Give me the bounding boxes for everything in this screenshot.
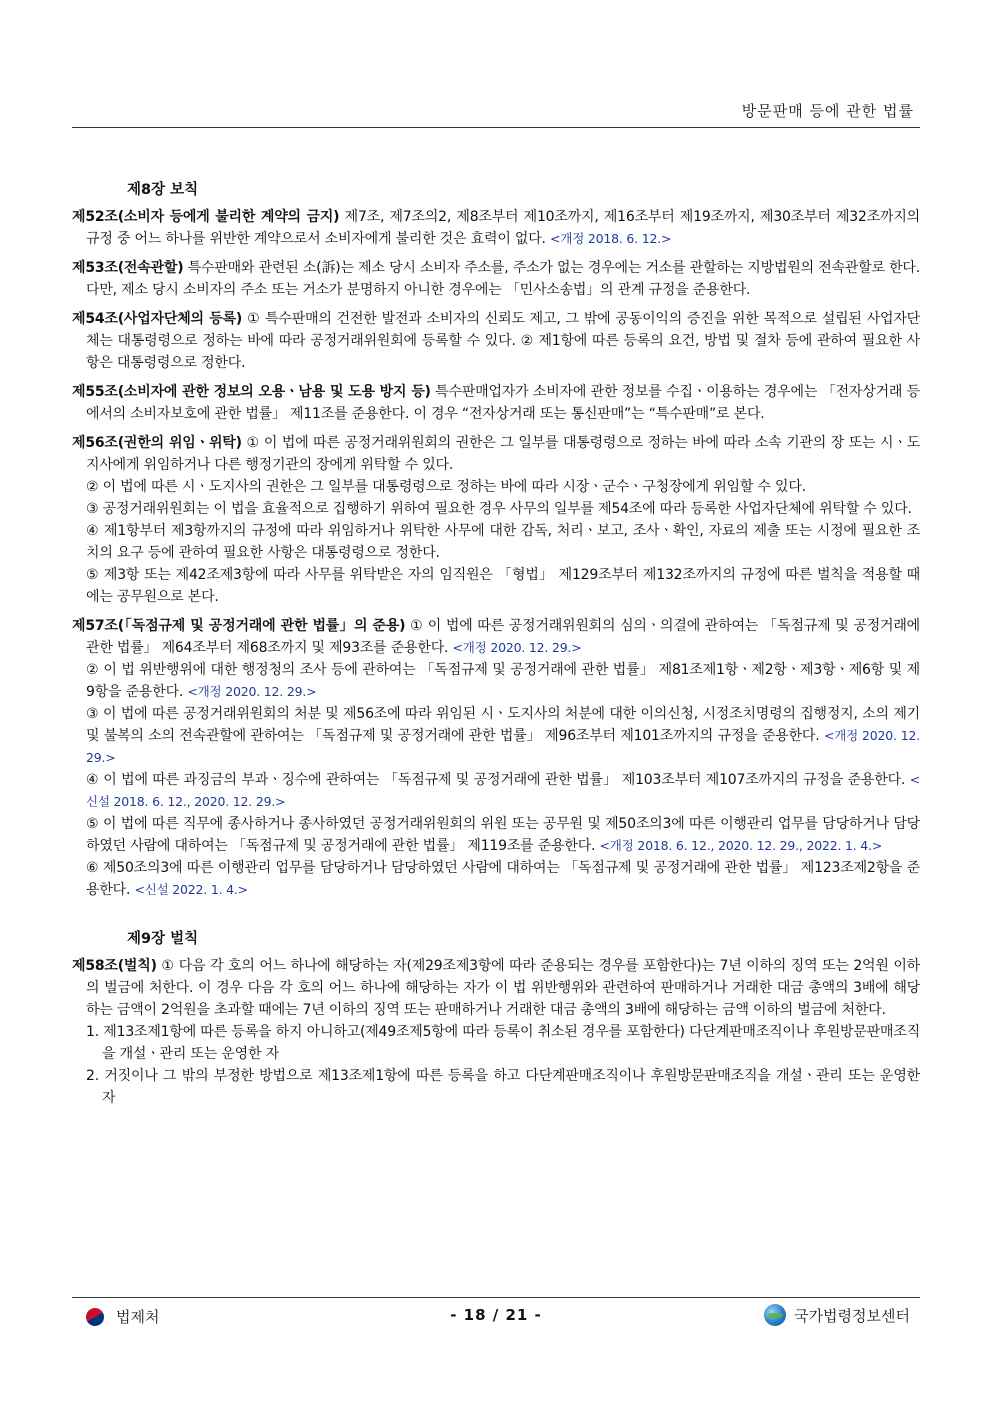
article-57-paragraph-4 <box>86 769 920 813</box>
page-number: - 18 / 21 - <box>450 1306 542 1324</box>
article-55 <box>72 381 920 425</box>
article-55-text: 특수판매업자가 소비자에 관한 정보를 수집ㆍ이용하는 경우에는 「전자상거래 등에서의 소비자보호에 관한 법률」 제11조를 준용한다. 이 경우 “전자상거래 또는 통신판매”는 “특수판매”로 본다. <box>86 384 920 422</box>
article-52-revision: <개정 2018. 6. 12.> <box>550 231 672 246</box>
footer-source <box>764 1304 910 1326</box>
article-56-paragraph-4: ④ 제1항부터 제3항까지의 규정에 따라 위임하거나 위탁한 사무에 대한 감독, 처리ㆍ보고, 조사ㆍ확인, 자료의 제출 또는 시정에 필요한 조치의 요구 등에 관하여 필요한 사항은 대통령령으로 정한다. <box>86 523 920 561</box>
article-58-title: 제58조(벌칙) <box>72 958 157 974</box>
article-57-revision-2: <개정 2020. 12. 29.> <box>187 684 317 699</box>
article-57-paragraph-3 <box>86 703 920 769</box>
article-58-item-1: 1. 제13조제1항에 따른 등록을 하지 아니하고(제49조제5항에 따라 등록이 취소된 경우를 포함한다) 다단계판매조직이나 후원방문판매조직을 개설ㆍ관리 또는 운영한 자 <box>86 1024 920 1062</box>
article-57-paragraph-3-text: ③ 이 법에 따른 공정거래위원회의 처분 및 제56조에 따라 위임된 시ㆍ도지사의 처분에 대한 이의신청, 시정조치명령의 집행정지, 소의 제기 및 불복의 소의 전속관할에 관하여는 「독점규제 및 공정거래에 관한 법률」 제96조부터 제101조까지의 규정을 준용한다. <box>86 706 920 744</box>
article-57-paragraph-2 <box>86 659 920 703</box>
article-57-paragraph-2-text: ② 이 법 위반행위에 대한 행정청의 조사 등에 관하여는 「독점규제 및 공정거래에 관한 법률」 제81조제1항ㆍ제2항ㆍ제3항ㆍ제6항 및 제9항을 준용한다. <box>86 662 920 700</box>
article-56-text: ① 이 법에 따른 공정거래위원회의 권한은 그 일부를 대통령령으로 정하는 바에 따라 소속 기관의 장 또는 시ㆍ도지사에게 위임하거나 다른 행정기관의 장에게 위탁할 수 있다. <box>86 435 920 473</box>
article-57-paragraph-6-text: ⑥ 제50조의3에 따른 이행관리 업무를 담당하거나 담당하였던 사람에 대하여는 「독점규제 및 공정거래에 관한 법률」 제123조제2항을 준용한다. <box>86 860 920 898</box>
article-57-paragraph-5 <box>86 813 920 857</box>
footer-publisher-label: 법제처 <box>116 1308 160 1326</box>
footer-source-label: 국가법령정보센터 <box>794 1306 910 1325</box>
article-57 <box>72 615 920 901</box>
article-57-revision-4: <신설 2018. 6. 12., 2020. 12. 29.> <box>86 772 920 809</box>
article-57-paragraph-4-text: ④ 이 법에 따른 과징금의 부과ㆍ징수에 관하여는 「독점규제 및 공정거래에 관한 법률」 제103조부터 제107조까지의 규정을 준용한다. <box>86 772 910 788</box>
article-57-title: 제57조(「독점규제 및 공정거래에 관한 법률」의 준용) <box>72 618 406 634</box>
article-57-paragraph-5-text: ⑤ 이 법에 따른 직무에 종사하거나 종사하였던 공정거래위원회의 위원 또는 공무원 및 제50조의3에 따른 이행관리 업무를 담당하거나 담당하였던 사람에 대하여는 「독점규제 및 공정거래에 관한 법률」 제119조를 준용한다. <box>86 816 921 854</box>
article-53-title: 제53조(전속관할) <box>72 260 184 276</box>
article-57-revision-6: <신설 2022. 1. 4.> <box>134 882 248 897</box>
article-58-item-2: 2. 거짓이나 그 밖의 부정한 방법으로 제13조제1항에 따른 등록을 하고 다단계판매조직이나 후원방문판매조직을 개설ㆍ관리 또는 운영한 자 <box>86 1068 920 1106</box>
article-58-text: ① 다음 각 호의 어느 하나에 해당하는 자(제29조제3항에 따라 준용되는 경우를 포함한다)는 7년 이하의 징역 또는 2억원 이하의 벌금에 처한다. 이 경우 다음 각 호의 어느 하나에 해당하는 자가 이 법 위반행위와 관련하여 판매하거나 거래한 대금 총액의 3배에 해당하는 금액이 2억원을 초과할 때에는 7년 이하의 징역 또는 판매하거나 거래한 대금 총액의 3배에 해당하는 금액 이하의 벌금에 처한다. <box>86 958 920 1018</box>
article-58 <box>72 955 920 1021</box>
globe-logo-icon <box>764 1304 786 1326</box>
article-56-paragraph-3: ③ 공정거래위원회는 이 법을 효율적으로 집행하기 위하여 필요한 경우 사무의 일부를 제54조에 따라 등록한 사업자단체에 위탁할 수 있다. <box>86 501 912 517</box>
chapter-9-heading: 제9장 벌칙 <box>127 931 199 947</box>
document-title: 방문판매 등에 관한 법률 <box>741 102 914 120</box>
article-52-title: 제52조(소비자 등에게 불리한 계약의 금지) <box>72 209 340 225</box>
header-divider <box>72 127 920 128</box>
article-55-title: 제55조(소비자에 관한 정보의 오용ㆍ남용 및 도용 방지 등) <box>72 384 431 400</box>
article-53-text: 특수판매와 관련된 소(訴)는 제소 당시 소비자 주소를, 주소가 없는 경우에는 거소를 관할하는 지방법원의 전속관할로 한다. 다만, 제소 당시 소비자의 주소 또는 거소가 분명하지 아니한 경우에는 「민사소송법」의 관계 규정을 준용한다. <box>86 260 920 298</box>
article-57-revision-1: <개정 2020. 12. 29.> <box>452 640 582 655</box>
article-54-text: ① 특수판매의 건전한 발전과 소비자의 신뢰도 제고, 그 밖에 공동이익의 증진을 위한 목적으로 설립된 사업자단체는 대통령령으로 정하는 바에 따라 공정거래위원회에 등록할 수 있다. <box>86 311 920 349</box>
article-54-title: 제54조(사업자단체의 등록) <box>72 311 243 327</box>
article-52 <box>72 206 920 250</box>
article-54 <box>72 308 920 374</box>
article-56-title: 제56조(권한의 위임ㆍ위탁) <box>72 435 242 451</box>
article-56 <box>72 432 920 608</box>
article-53 <box>72 257 920 301</box>
article-56-paragraph-2: ② 이 법에 따른 시ㆍ도지사의 권한은 그 일부를 대통령령으로 정하는 바에 따라 시장ㆍ군수ㆍ구청장에게 위임할 수 있다. <box>86 479 806 495</box>
article-57-text: ① 이 법에 따른 공정거래위원회의 심의ㆍ의결에 관하여는 「독점규제 및 공정거래에 관한 법률」 제64조부터 제68조까지 및 제93조를 준용한다. <box>86 618 920 656</box>
article-57-revision-3: <개정 2020. 12. 29.> <box>86 728 920 765</box>
footer-divider <box>72 1297 920 1298</box>
chapter-8-heading: 제8장 보칙 <box>127 182 199 198</box>
article-54-paragraph-2: ② 제1항에 따른 등록의 요건, 방법 및 절차 등에 관하여 필요한 사항은 대통령령으로 정한다. <box>86 333 920 371</box>
article-57-paragraph-6 <box>86 857 920 901</box>
article-57-revision-5: <개정 2018. 6. 12., 2020. 12. 29., 2022. 1. 4.> <box>599 838 883 853</box>
article-56-paragraph-5: ⑤ 제3항 또는 제42조제3항에 따라 사무를 위탁받은 자의 임직원은 「형법」 제129조부터 제132조까지의 규정에 따른 벌칙을 적용할 때에는 공무원으로 본다. <box>86 567 920 605</box>
article-52-text: 제7조, 제7조의2, 제8조부터 제10조까지, 제16조부터 제19조까지, 제30조부터 제32조까지의 규정 중 어느 하나를 위반한 계약으로서 소비자에게 불리한 것은 효력이 없다. <box>86 209 921 247</box>
document-body <box>72 178 920 1109</box>
